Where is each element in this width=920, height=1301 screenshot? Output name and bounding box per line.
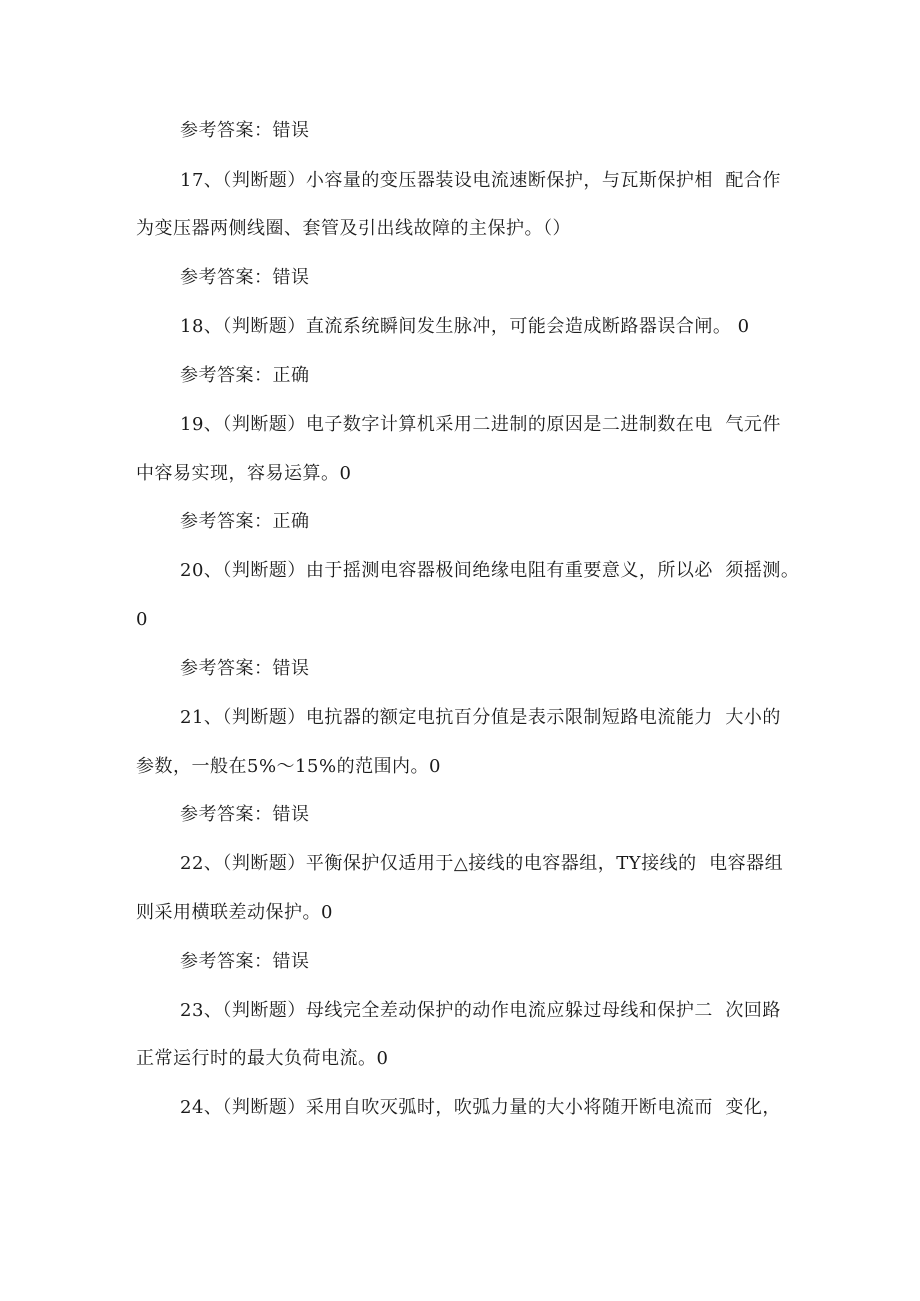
question-23-line-1: 23、（判断题）母线完全差动保护的动作电流应躲过母线和保护二 次回路: [180, 1000, 781, 1021]
answer-line: 参考答案：正确: [180, 365, 310, 386]
answer-line: 参考答案：正确: [180, 511, 310, 532]
question-23-line-2: 正常运行时的最大负荷电流。0: [136, 1048, 389, 1069]
answer-line: 参考答案：错误: [180, 267, 310, 288]
question-18-line-1: 18、（判断题）直流系统瞬间发生脉冲，可能会造成断路器误合闸。 0: [180, 316, 750, 337]
answer-line: 参考答案：错误: [180, 120, 310, 141]
question-20-line-2: 0: [136, 609, 148, 630]
question-22-line-2: 则采用横联差动保护。0: [136, 902, 333, 923]
question-20-line-1: 20、（判断题）由于摇测电容器极间绝缘电阻有重要意义，所以必 须摇测。: [180, 560, 800, 581]
question-24-line-1: 24、（判断题）采用自吹灭弧时，吹弧力量的大小将随开断电流而 变化，: [180, 1097, 781, 1118]
question-17-line-1: 17、（判断题）小容量的变压器装设电流速断保护，与瓦斯保护相 配合作: [180, 170, 781, 191]
question-22-line-1: 22、（判断题）平衡保护仅适用于△接线的电容器组，TY接线的 电容器组: [180, 853, 784, 874]
answer-line: 参考答案：错误: [180, 804, 310, 825]
question-19-line-1: 19、（判断题）电子数字计算机采用二进制的原因是二进制数在电 气元件: [180, 414, 781, 435]
question-21-line-1: 21、（判断题）电抗器的额定电抗百分值是表示限制短路电流能力 大小的: [180, 707, 781, 728]
question-19-line-2: 中容易实现，容易运算。0: [136, 463, 352, 484]
answer-line: 参考答案：错误: [180, 658, 310, 679]
answer-line: 参考答案：错误: [180, 951, 310, 972]
question-21-line-2: 参数，一般在5%～15%的范围内。0: [136, 756, 442, 777]
question-17-line-2: 为变压器两侧线圈、套管及引出线故障的主保护。（）: [136, 218, 571, 239]
